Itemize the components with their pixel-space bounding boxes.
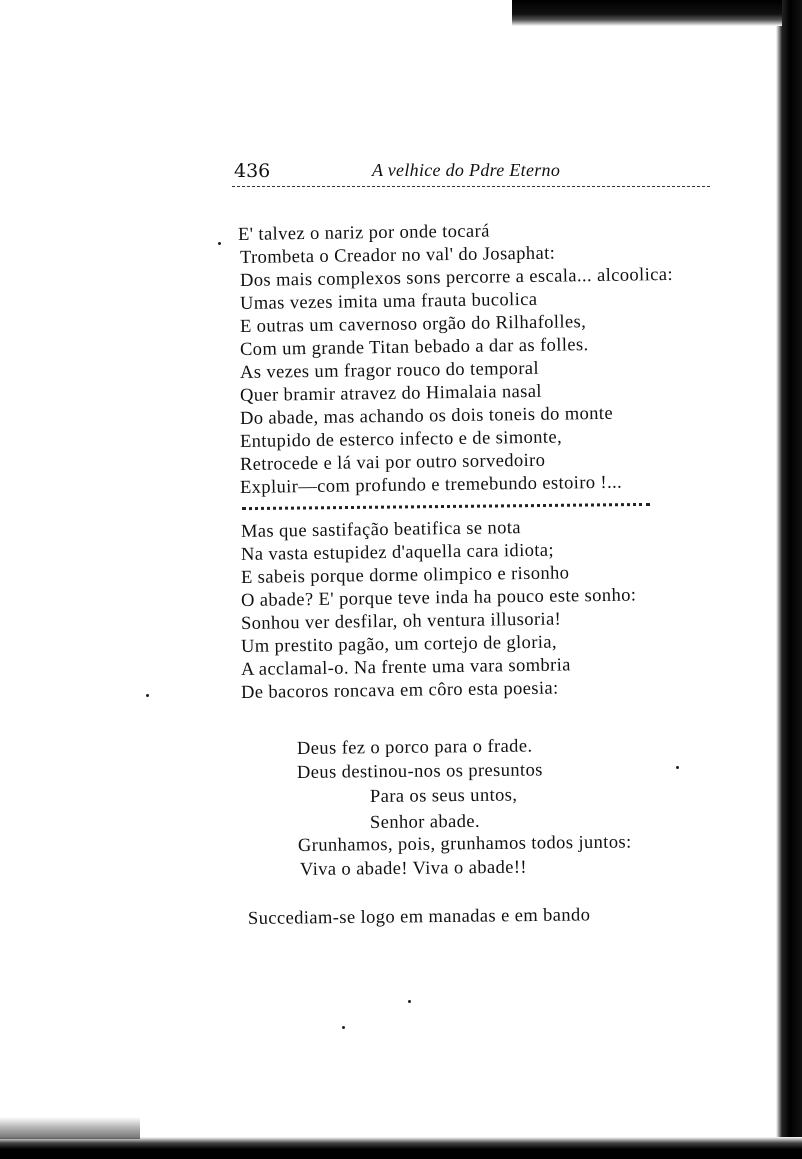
verse-line: E' talvez o nariz por onde tocará: [237, 221, 490, 245]
scan-speck: [342, 1026, 345, 1029]
verse-line: Com um grande Titan bebado a dar as folles.: [239, 335, 589, 360]
verse-line: As vezes um fragor rouco do temporal: [239, 358, 540, 383]
running-header: [232, 158, 710, 187]
verse-line: E outras um cavernoso orgão do Rilhafolles,: [239, 312, 587, 337]
scan-edge-top: [512, 0, 782, 26]
verse-line: Succediam-se logo em manadas e em bando: [247, 905, 591, 929]
verse-line: Um prestito pagão, um cortejo de gloria,: [240, 632, 558, 657]
verse-line: O abade? E' porque teve inda ha pouco este sonho:: [240, 585, 637, 611]
scan-edge-bottom-left: [0, 1117, 140, 1139]
song-line: Para os seus untos,: [369, 785, 518, 807]
verse-line: Na vasta estupidez d'aquella cara idiota;: [240, 540, 555, 565]
scan-edge-right: [776, 0, 802, 1159]
running-title: A velhice do Pdre Eterno: [372, 160, 561, 180]
dotted-separator: [242, 503, 650, 510]
verse-line: Retrocede e lá vai por outro sorvedoiro: [239, 450, 546, 475]
verse-line: Do abade, mas achando os dois toneis do monte: [239, 403, 614, 429]
song-line: Deus destinou-nos os presuntos: [296, 760, 543, 783]
verse-line: Trombeta o Creador no val' do Josaphat:: [239, 243, 556, 268]
verse-line: Mas que sastifação beatifica se nota: [240, 518, 522, 542]
verse-line: Sonhou ver desfilar, oh ventura illusoria!: [240, 609, 562, 634]
page-number: 436: [234, 160, 271, 182]
scan-speck: [218, 242, 221, 245]
verse-line: Quer bramir atravez do Himalaia nasal: [239, 381, 543, 406]
scan-speck: [408, 1000, 411, 1003]
verse-line: Entupido de esterco infecto e de simonte,: [239, 427, 563, 452]
verse-line: De bacoros roncava em côro esta poesia:: [240, 678, 559, 703]
verse-line: Expluir—com profundo e tremebundo estoiro !...: [239, 472, 623, 498]
scan-edge-bottom: [0, 1137, 802, 1159]
song-line: Senhor abade.: [369, 811, 481, 833]
verse-line: E sabeis porque dorme olimpico e risonho: [240, 563, 570, 588]
song-line: Viva o abade! Viva o abade!!: [299, 857, 528, 880]
scan-speck: [676, 766, 679, 769]
scan-speck: [146, 694, 149, 697]
verse-line: A acclamal-o. Na frente uma vara sombria: [240, 655, 571, 680]
verse-line: Dos mais complexos sons percorre a escala... alcoolica:: [239, 264, 674, 291]
song-line: Grunhamos, pois, grunhamos todos juntos:: [297, 832, 632, 856]
verse-line: Umas vezes imita uma frauta bucolica: [239, 289, 538, 314]
song-line: Deus fez o porco para o frade.: [296, 736, 533, 759]
